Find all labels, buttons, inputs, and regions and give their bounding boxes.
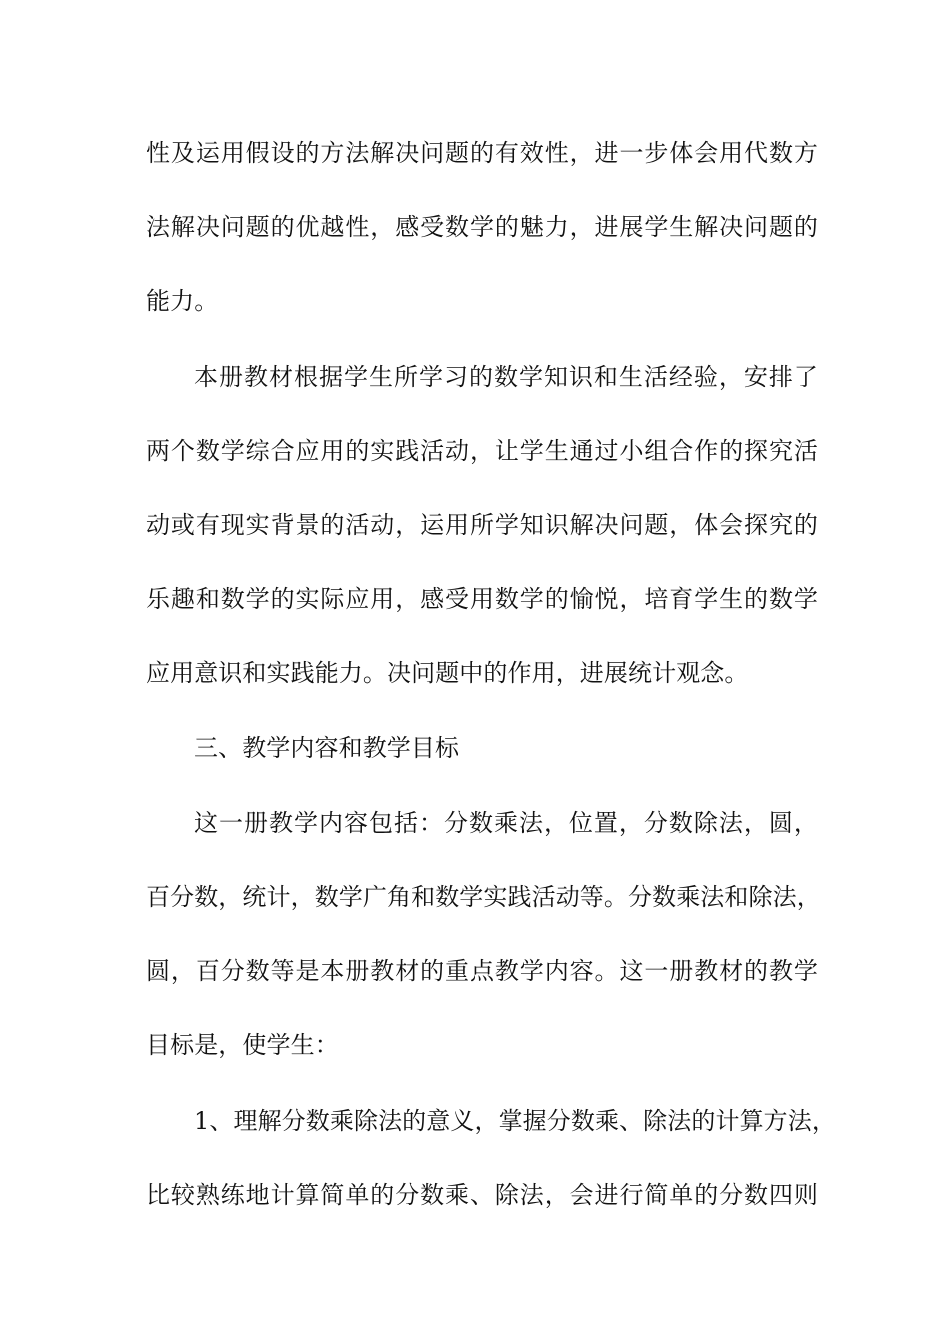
- paragraph-first-line: 这一册教学内容包括：分数乘法，位置，分数除法，圆，: [194, 809, 818, 837]
- section-heading: 三、教学内容和教学目标: [194, 734, 460, 762]
- paragraph-first-line: 本册教材根据学生所学习的数学知识和生活经验，安排了: [194, 363, 818, 391]
- text-line: 性及运用假设的方法解决问题的有效性，进一步体会用代数方: [146, 139, 818, 167]
- text-line: 百分数，统计，数学广角和数学实践活动等。分数乘法和除法，: [146, 883, 821, 911]
- text-line: 乐趣和数学的实际应用，感受用数学的愉悦，培育学生的数学: [146, 585, 818, 613]
- text-line: 应用意识和实践能力。决问题中的作用，进展统计观念。: [146, 659, 749, 687]
- text-line: 目标是，使学生：: [146, 1031, 339, 1059]
- list-item-first-line: 1、理解分数乘除法的意义，掌握分数乘、除法的计算方法，: [194, 1107, 836, 1135]
- text-line: 动或有现实背景的活动，运用所学知识解决问题，体会探究的: [146, 511, 818, 539]
- text-line: 能力。: [146, 287, 219, 315]
- text-line: 圆，百分数等是本册教材的重点教学内容。这一册教材的教学: [146, 957, 818, 985]
- text-line: 两个数学综合应用的实践活动，让学生通过小组合作的探究活: [146, 437, 818, 465]
- text-line: 法解决问题的优越性，感受数学的魅力，进展学生解决问题的: [146, 213, 818, 241]
- text-line: 比较熟练地计算简单的分数乘、除法，会进行简单的分数四则: [146, 1181, 818, 1209]
